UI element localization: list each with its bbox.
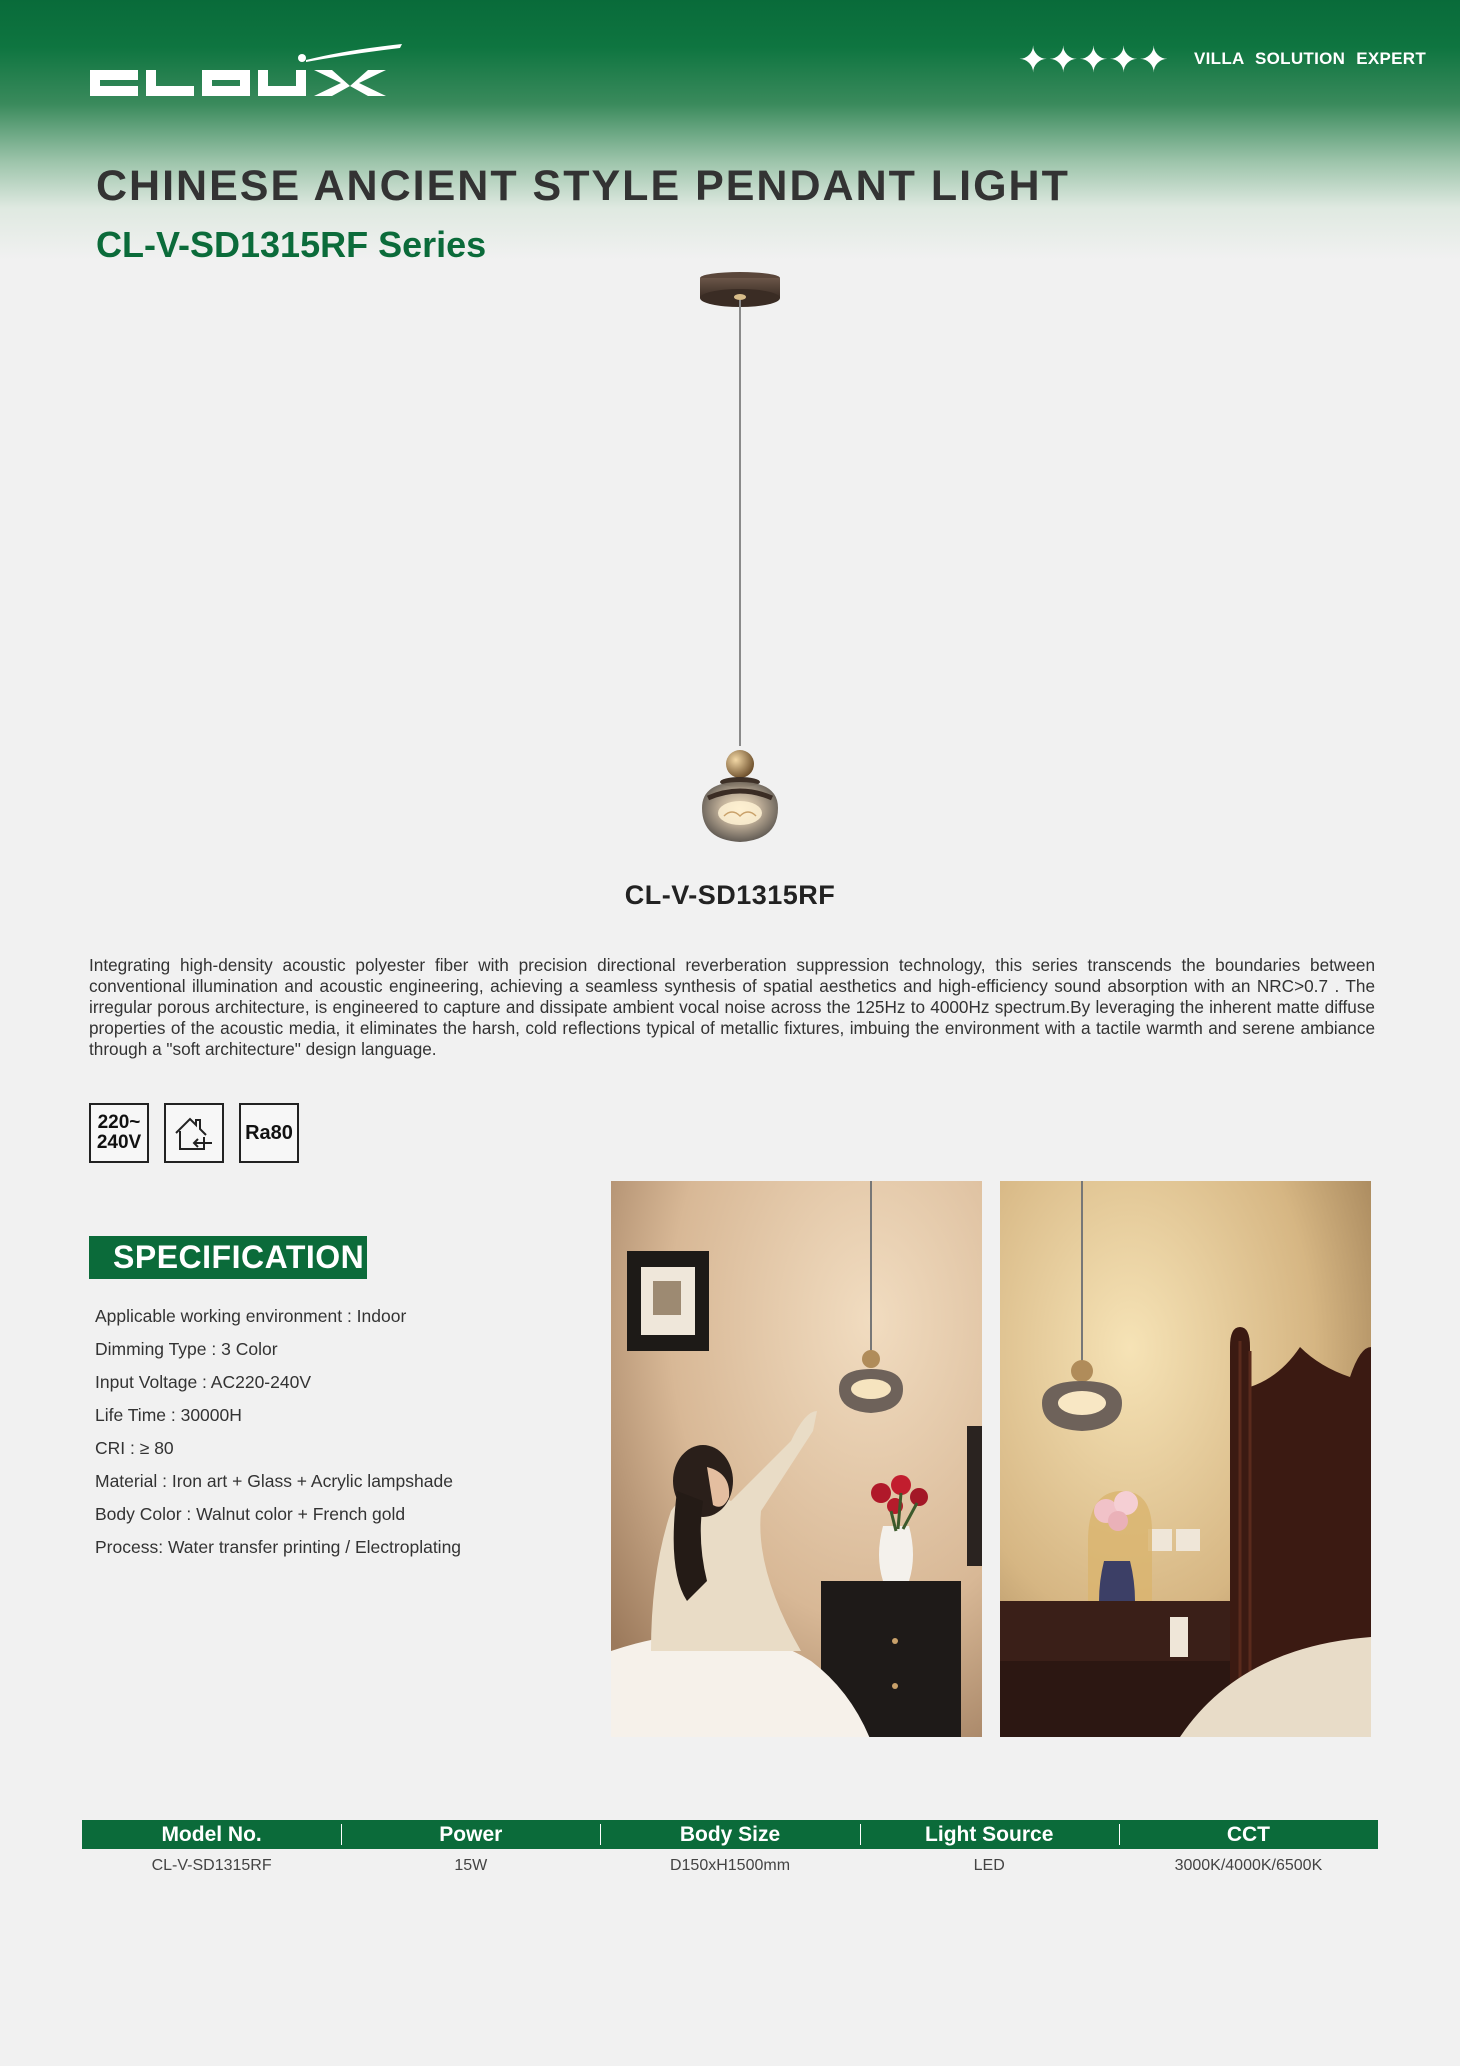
rating-stars: ✦✦✦✦✦ <box>1018 39 1169 80</box>
cell-body-size: D150xH1500mm <box>669 1857 791 1874</box>
spec-environment: Applicable working environment : Indoor <box>95 1306 407 1326</box>
tagline: VILLA SOLUTION EXPERT <box>1194 49 1427 68</box>
cell-light-source: LED <box>973 1857 1005 1874</box>
table-header-row <box>82 1820 1378 1849</box>
spec-body-color: Body Color : Walnut color + French gold <box>95 1504 406 1524</box>
table-row <box>82 1849 1378 1883</box>
spec-lifetime: Life Time : 30000H <box>95 1405 242 1425</box>
spec-table <box>82 1820 1378 1883</box>
cri-badge <box>239 1103 299 1163</box>
cloux-logo <box>84 40 436 106</box>
header-model-no: Model No. <box>161 1823 262 1846</box>
indoor-badge <box>164 1103 224 1163</box>
product-description: Integrating high-density acoustic polyester fiber with precision directional reverberation suppression technology, this series transcends the boundaries between conventional illumination and acoustic engineering, achieving a seamless synthesis of spatial aesthetics and high-efficiency sound absorption with an NRC>0.7 . The irregular porous architecture, is engineered to capture and dissipate ambient vocal noise across the 125Hz to 4000Hz spectrum.By leveraging the inherent matte diffuse properties of the acoustic media, it eliminates the harsh, cold reflections typical of metallic fixtures, imbuing the environment with a tactile warmth and serene ambiance through a "soft architecture" design language. <box>89 955 1375 1060</box>
spec-voltage: Input Voltage : AC220-240V <box>95 1372 311 1392</box>
page-title: CHINESE ANCIENT STYLE PENDANT LIGHT <box>96 162 1070 210</box>
spec-material: Material : Iron art + Glass + Acrylic lampshade <box>95 1471 453 1491</box>
voltage-line-1: 220~ <box>97 1112 141 1133</box>
voltage-badge <box>89 1103 149 1163</box>
model-label: CL-V-SD1315RF <box>624 880 836 910</box>
pendant-light-image <box>680 268 800 868</box>
lifestyle-photo-woman <box>611 1181 982 1737</box>
specification-list <box>95 1300 461 1564</box>
spec-dimming: Dimming Type : 3 Color <box>95 1339 278 1359</box>
cell-power: 15W <box>454 1857 488 1874</box>
spec-process: Process: Water transfer printing / Electroplating <box>95 1537 462 1557</box>
indoor-house-icon <box>172 1113 216 1153</box>
header-light-source: Light Source <box>860 1820 1119 1849</box>
header-cct: CCT <box>1119 1820 1378 1849</box>
voltage-line-2: 240V <box>96 1132 142 1153</box>
header-band <box>0 0 1460 260</box>
cell-cct: 3000K/4000K/6500K <box>1174 1857 1323 1874</box>
lifestyle-photo-bedroom <box>1000 1181 1371 1737</box>
specification-heading: SPECIFICATION <box>89 1236 367 1279</box>
spec-cri: CRI : ≥ 80 <box>95 1438 174 1458</box>
cri-badge-text: Ra80 <box>245 1122 293 1144</box>
cell-model-no: CL-V-SD1315RF <box>151 1857 272 1874</box>
series-title: CL-V-SD1315RF Series <box>96 224 487 265</box>
header-body-size: Body Size <box>600 1820 859 1849</box>
header-power: Power <box>341 1820 600 1849</box>
